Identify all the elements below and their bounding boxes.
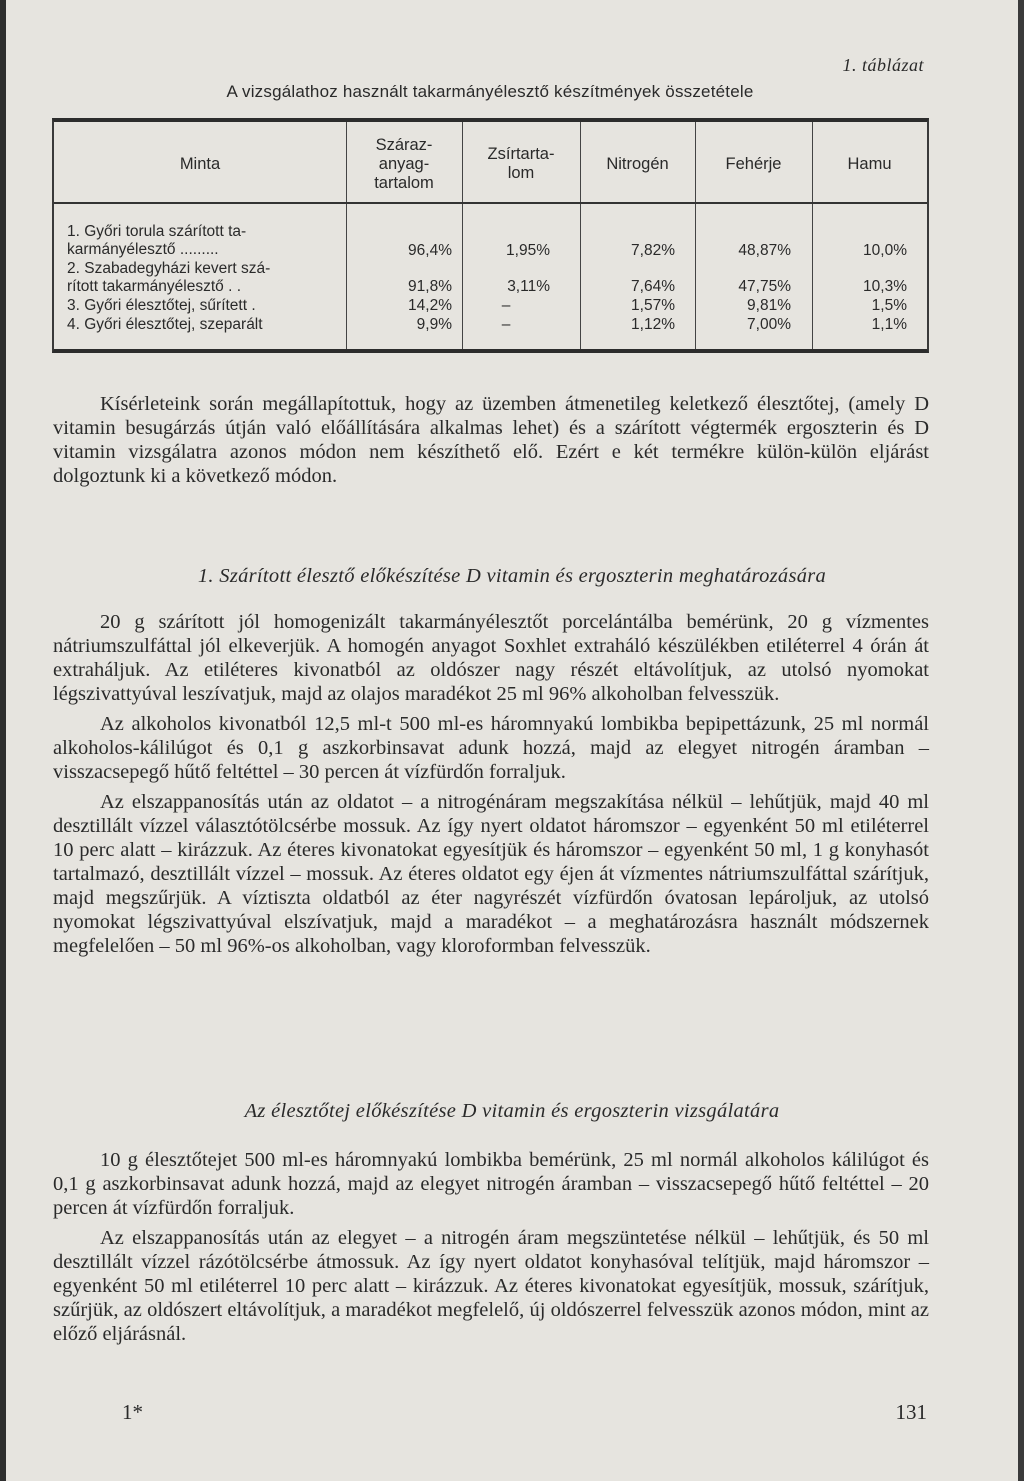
paragraph: 20 g szárított jól homogenizált takarmányélesztőt porcelántálba bemérünk, 20 g vízmentes nátriumszulfáttal jól elkeverjük. A homogén anyagot Soxhlet extraháló készülékben etiléterrel 4 órán át extraháljuk. Az etiléteres kivonatból az oldószer nagy részét eltávolítjuk, az utolsó nyomokat légszivattyúval leszívatjuk, majd az olajos maradékot 25 ml 96% alkoholban felvesszük. [53,611,929,705]
table-cell: – [501,297,511,314]
row-label: 4. Győri élesztőtej, szeparált [67,316,263,333]
page-number: 131 [895,1400,927,1424]
table-cell: 96,4% [408,242,452,259]
paragraph: Kísérleteink során megállapítottuk, hogy az üzemben átmenetileg keletkező élesztőtej, (amely D vitamin besugárzás útján való előállítására alkalmas lehet) és a szárított végtermék ergoszterin és D vitamin vizsgálatra azonos módon nem készíthető elő. Ezért e két termékre külön-külön eljárást dolgoztunk ki a következő módon. [53,393,929,487]
table-title: A vizsgálathoz használt takarmányélesztő készítmények összetétele [226,82,754,101]
header-hamu: Hamu [847,154,892,173]
table-cell: 1,95% [506,242,550,259]
table-cell: 1,57% [631,297,675,314]
table-cell: 1,12% [631,316,675,333]
header-feherje: Fehérje [725,154,782,173]
row-label: 1. Győri torula szárított ta- karmányélesztő ......... [67,223,247,258]
table-cell: 3,11% [507,278,550,295]
table-cell: 14,2% [408,297,452,314]
section2-body [53,1148,929,1346]
table-cell: 48,87% [738,242,791,259]
table-cell: 7,64% [631,278,675,295]
header-zsirtartalom: Zsírtarta- lom [487,145,555,182]
header-nitrogen: Nitrogén [606,154,669,173]
paragraph: Az elszappanosítás után az oldatot – a nitrogénáram megszakítása nélkül – lehűtjük, majd 40 ml desztillált vízzel választótölcsérbe mossuk. Az így nyert oldatot háromszor – egyenként 50 ml etiléterrel 10 perc alatt – kirázzuk. Az éteres kivonatokat egyesítjük és háromszor – egyenként 50 ml, 1 g konyhasót tartalmazó, desztillált vízzel – mossuk. Az éteres oldatot egy éjen át vízmentes nátriumszulfáttal szárítjuk, majd megszűrjük. A víztiszta oldatból az éter nagyrészét vízfürdőn óvatosan lepároljuk, az utolsó nyomokat légszivattyúval elszívatjuk, majd a maradékot – a meghatározásra használt módszernek megfelelően – 50 ml 96%-os alkoholban, vagy kloroformban felvesszük. [53,791,929,957]
table-cell: 47,75% [738,278,791,295]
paragraph: Az elszappanosítás után az elegyet – a nitrogén áram megszüntetése nélkül – lehűtjük, és 50 ml desztillált vízzel rázótölcsérbe átmossuk. Az így nyert oldatot konyhasóval telítjük, majd háromszor – egyenként 50 ml etiléterrel 10 perc alatt – kirázzuk. Az éteres kivonatokat egyesítjük, mossuk, szárítjuk, szűrjük, az oldószert eltávolítjuk, a maradékot megfelelő, új oldószerrel felvesszük azonos módon, mint az előző eljárásnál. [53,1227,929,1345]
section-heading: 1. Szárított élesztő előkészítése D vitamin és ergoszterin meghatározására [197,565,827,587]
table-cell: – [501,316,511,333]
row-label: 3. Győri élesztőtej, sűrített . [67,297,256,314]
table-cell: 91,8% [408,278,452,295]
table-cell: 7,00% [747,316,791,333]
table-cell: 10,3% [863,278,907,295]
signature-mark: 1* [122,1400,143,1424]
section-heading: Az élesztőtej előkészítése D vitamin és ergoszterin vizsgálatára [244,1100,780,1122]
header-szarazanyag: Száraz- anyag- tartalom [374,135,434,192]
intro-paragraph [53,392,929,488]
table-cell: 1,5% [871,297,907,314]
composition-table [52,118,929,353]
section1-body [53,610,929,958]
paragraph: Az alkoholos kivonatból 12,5 ml-t 500 ml-es háromnyakú lombikba bepipettázunk, 25 ml normál alkoholos-kálilúgot és 0,1 g aszkorbinsavat adunk hozzá, majd az elegyet nitrogén áramban – visszacsepegő hűtő feltéttel – 30 percen át vízfürdőn forraljuk. [53,713,929,783]
table-cell: 7,82% [631,242,675,259]
table-cell: 10,0% [863,242,907,259]
table-cell: 9,9% [416,316,452,333]
table-cell: 9,81% [747,297,791,314]
table-label: 1. táblázat [842,55,924,75]
header-rule [54,202,927,204]
row-label: 2. Szabadegyházi kevert szá- rított takarmányélesztő . . [67,260,271,295]
header-minta: Minta [179,154,221,173]
table-cell: 1,1% [871,316,907,333]
paragraph: 10 g élesztőtejet 500 ml-es háromnyakú lombikba bemérünk, 25 ml normál alkoholos kálilúgot és 0,1 g aszkorbinsavat adunk hozzá, majd az elegyet nitrogén áramban – visszacsepegő hűtő feltéttel – 20 percen át vízfürdőn forraljuk. [53,1149,929,1219]
